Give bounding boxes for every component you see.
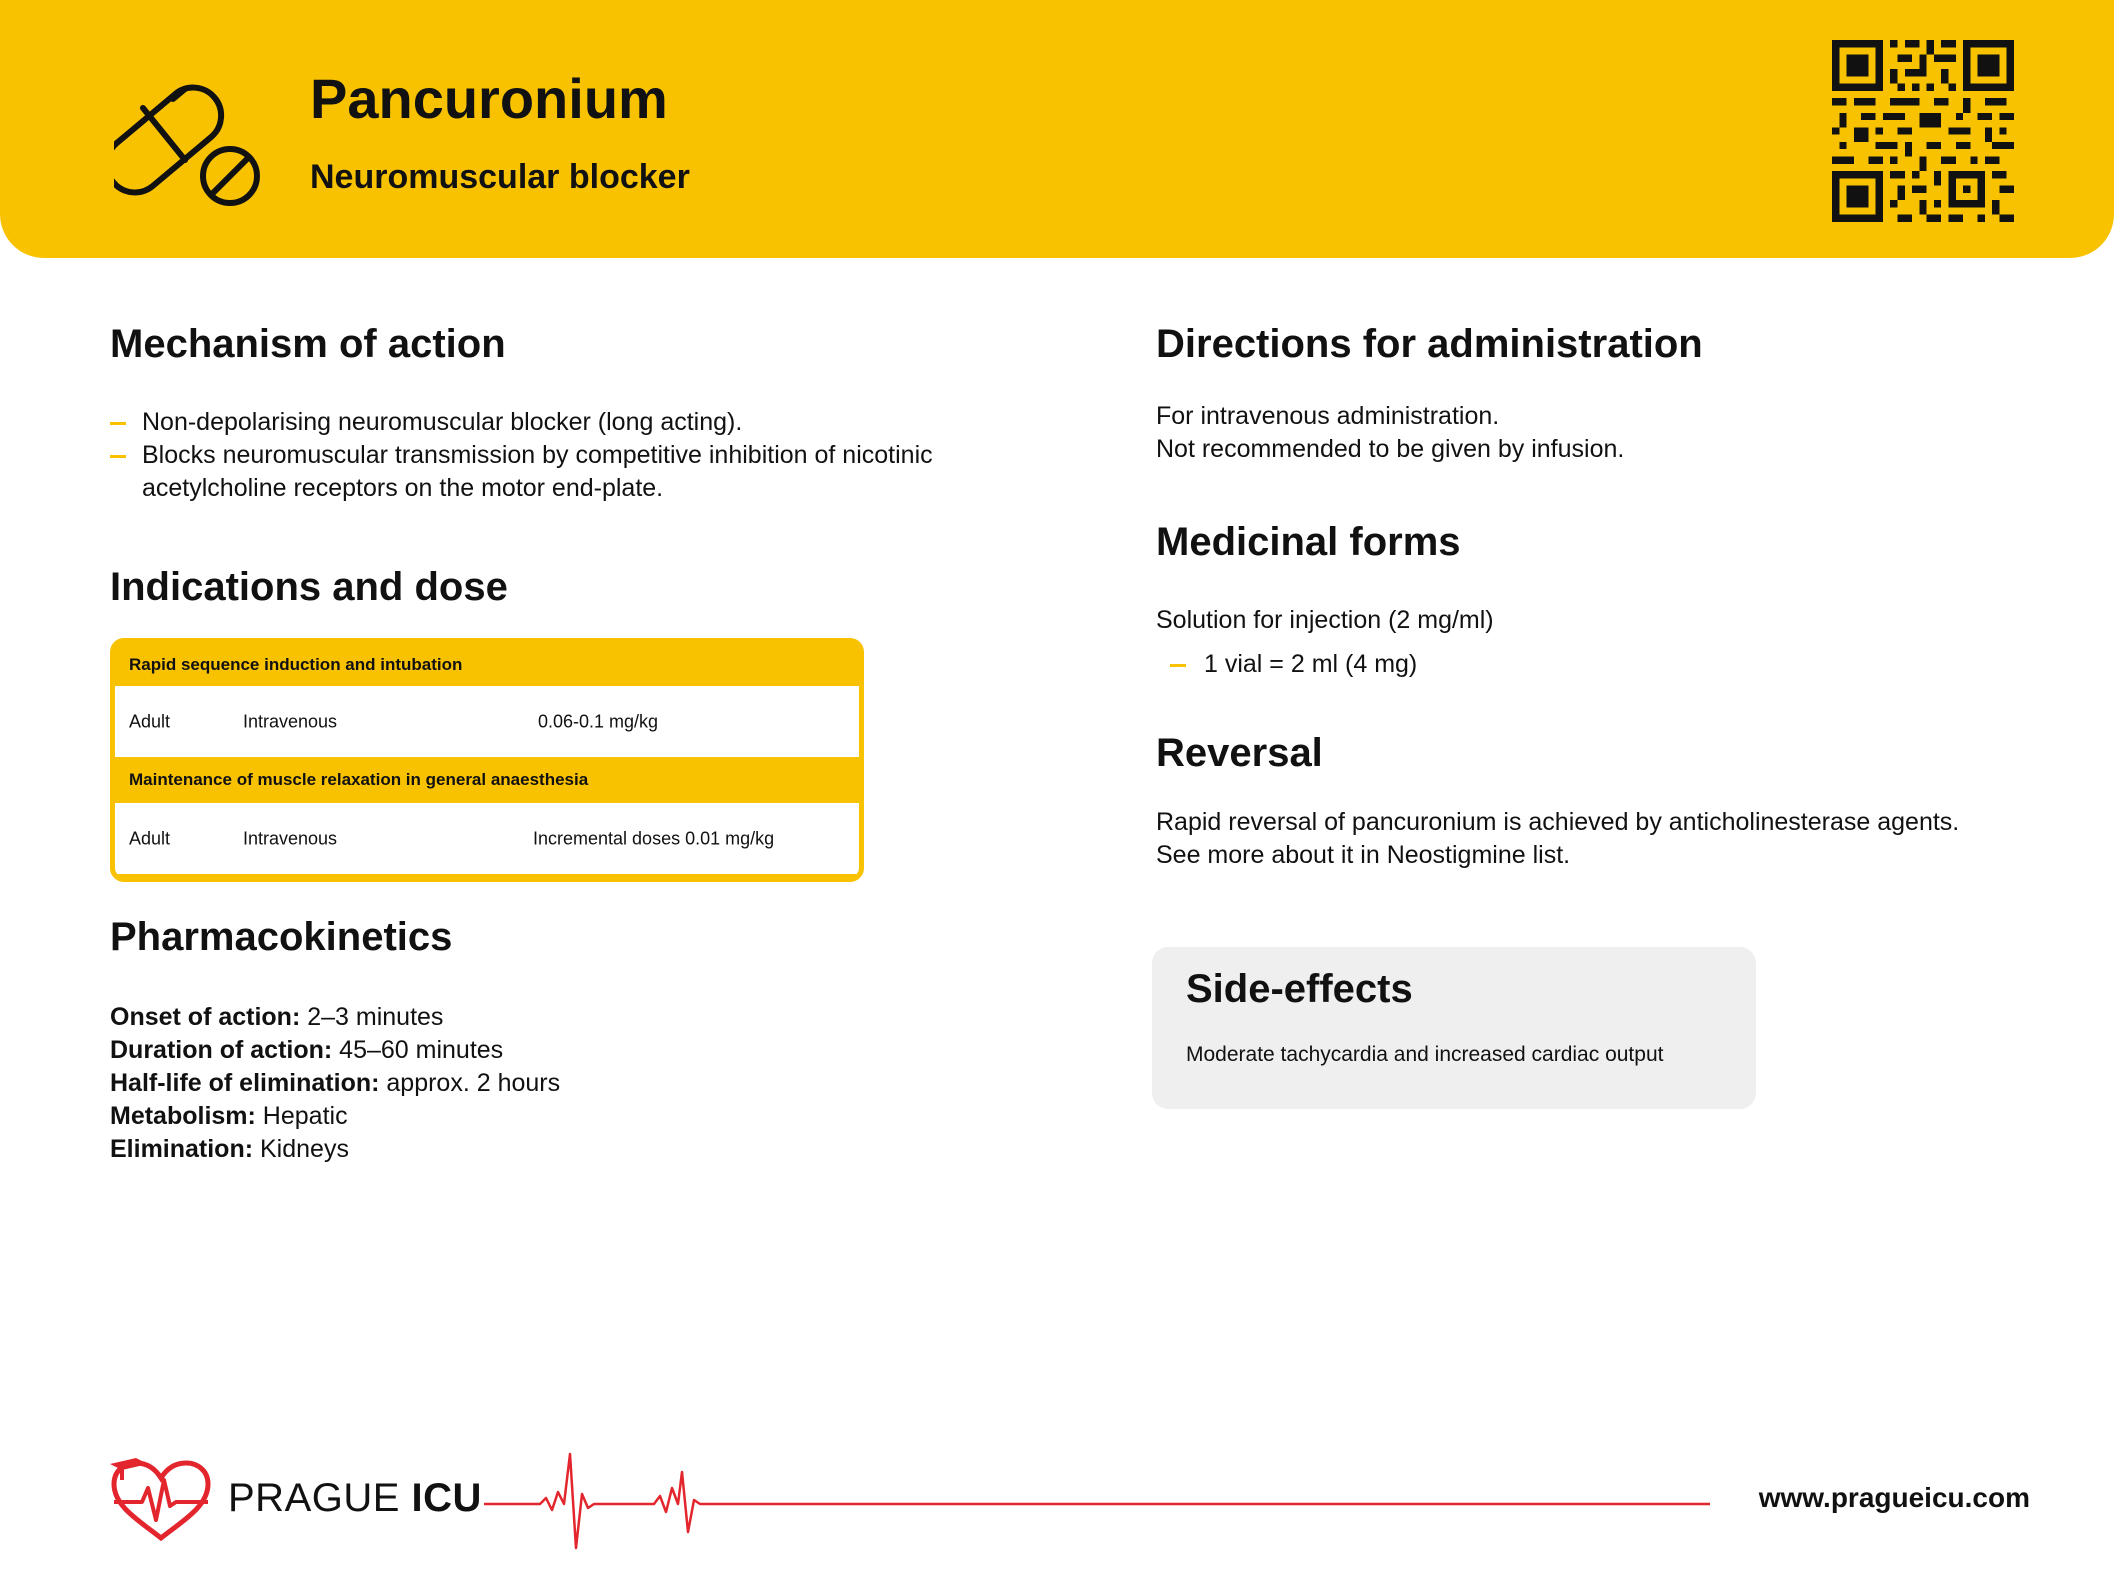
text-line: Rapid reversal of pancuronium is achieved by anticholinesterase agents.: [1156, 808, 1960, 836]
side-effects-box: [1152, 947, 1756, 1109]
pk-item: Duration of action: 45–60 minutes: [110, 1036, 504, 1064]
pk-item: Onset of action: 2–3 minutes: [110, 1003, 444, 1031]
dose-patient: Adult: [129, 828, 171, 848]
dose-route: Intravenous: [243, 828, 338, 848]
page-subtitle: Neuromuscular blocker: [310, 158, 690, 196]
reversal-text: [1156, 806, 1959, 872]
heart-ecg-logo-icon: [108, 1458, 214, 1544]
administration-text: [1156, 400, 1624, 466]
list-item: 1 vial = 2 ml (4 mg): [1170, 648, 1417, 681]
ecg-line-icon: [484, 1448, 1710, 1552]
pk-item: Metabolism: Hepatic: [110, 1102, 348, 1130]
side-effects-heading: Side-effects: [1186, 967, 1413, 1011]
website-link[interactable]: www.pragueicu.com: [1758, 1482, 2030, 1513]
list-item: Non-depolarising neuromuscular blocker (long acting).: [110, 406, 1010, 439]
mechanism-list: [110, 406, 1010, 505]
dose-group-title: Maintenance of muscle relaxation in general anaesthesia: [129, 770, 589, 789]
qr-code-icon[interactable]: [1832, 40, 2014, 222]
dose-route: Intravenous: [243, 711, 338, 731]
dose-group-title: Rapid sequence induction and intubation: [129, 654, 463, 674]
dose-value: 0.06-0.1 mg/kg: [538, 711, 659, 731]
dose-table: [110, 638, 864, 882]
table-row: [115, 803, 859, 874]
forms-text: Solution for injection (2 mg/ml): [1156, 606, 1494, 634]
text-line: For intravenous administration.: [1156, 402, 1500, 430]
forms-heading: Medicinal forms: [1156, 520, 1461, 564]
pk-item: Half-life of elimination: approx. 2 hours: [110, 1069, 561, 1097]
pharmacokinetics-heading: Pharmacokinetics: [110, 915, 453, 959]
reversal-heading: Reversal: [1156, 731, 1323, 775]
side-effects-text: Moderate tachycardia and increased cardiac output: [1186, 1043, 1664, 1066]
text-line: See more about it in Neostigmine list.: [1156, 841, 1571, 869]
administration-heading: Directions for administration: [1156, 322, 1703, 366]
page-title: Pancuronium: [310, 67, 668, 130]
brand-name: PRAGUE ICU: [228, 1476, 482, 1520]
pk-item: Elimination: Kidneys: [110, 1135, 349, 1163]
dose-patient: Adult: [129, 711, 171, 731]
indications-heading: Indications and dose: [110, 565, 508, 609]
dose-value: Incremental doses 0.01 mg/kg: [533, 828, 775, 848]
mechanism-heading: Mechanism of action: [110, 322, 506, 366]
header-banner: [0, 0, 2114, 258]
table-row: [115, 686, 859, 757]
forms-list: [1170, 648, 1417, 681]
pharmacokinetics-list: [110, 1001, 560, 1166]
list-item: Blocks neuromuscular transmission by competitive inhibition of nicotinic acetylcholine receptors on the motor end-plate.: [110, 439, 1010, 505]
text-line: Not recommended to be given by infusion.: [1156, 435, 1625, 463]
pill-icon: [114, 70, 264, 220]
